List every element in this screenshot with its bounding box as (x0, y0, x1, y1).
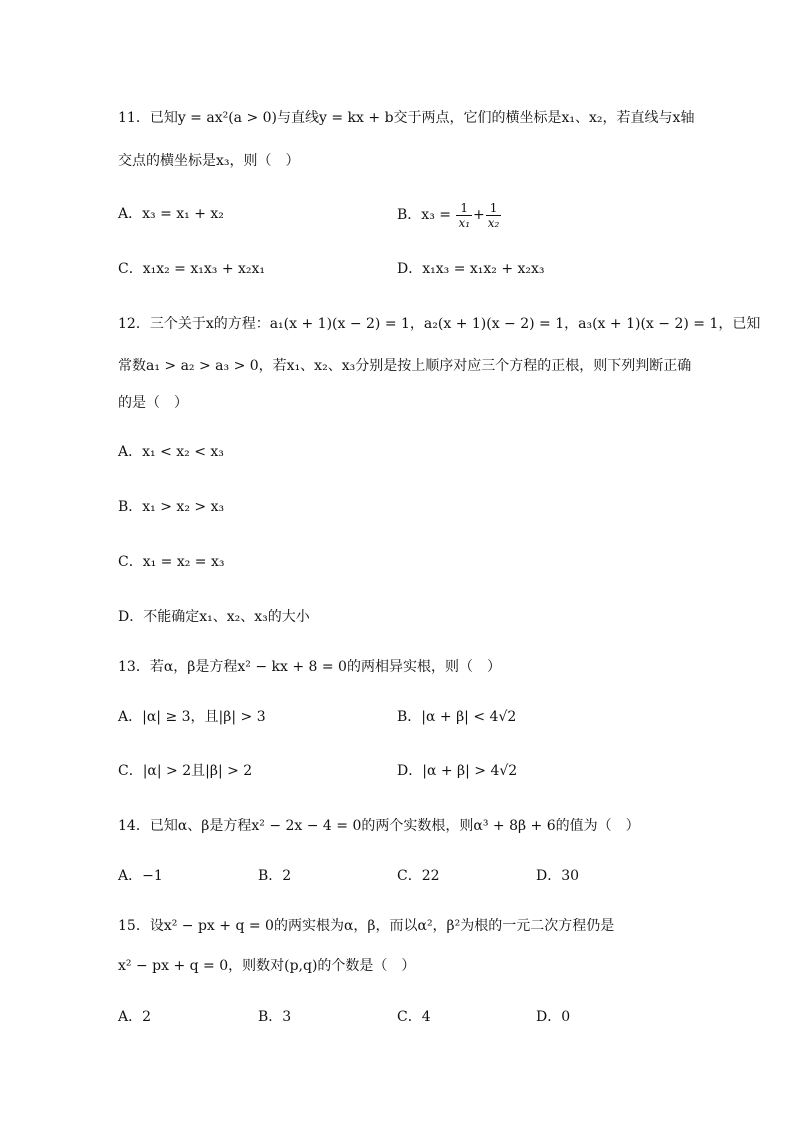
q11-option-d[interactable]: D．x₁x₃ = x₁x₂ + x₂x₃ (397, 261, 545, 277)
q14-stem-line1: 14．已知α、β是方程x² − 2x − 4 = 0的两个实数根，则α³ + 8β + 6的值为（ ） (118, 818, 640, 834)
q15-stem-line2: x² − px + q = 0，则数对(p,q)的个数是（ ） (118, 958, 416, 974)
q14-option-b[interactable]: B．2 (258, 868, 292, 884)
frac1-den: x₁ (458, 215, 471, 230)
q13-option-b[interactable]: B．|α + β| < 4√2 (397, 709, 517, 725)
q15-option-a[interactable]: A．2 (118, 1009, 152, 1025)
q13-option-c[interactable]: C．|α| > 2且|β| > 2 (118, 763, 253, 779)
q13-option-a[interactable]: A．|α| ≥ 3，且|β| > 3 (118, 709, 266, 725)
q12-option-c[interactable]: C．x₁ = x₂ = x₃ (118, 554, 225, 570)
q11-option-b-frac2 (486, 201, 502, 230)
q11-stem-line2: 交点的横坐标是x₃，则（ ） (118, 153, 300, 169)
q11-option-b-prefix: B． (397, 207, 422, 223)
frac2-num: 1 (486, 201, 502, 216)
q15-stem-line1: 15．设x² − px + q = 0的两实根为α，β，而以α²，β²为根的一元二次方程仍是 (118, 918, 615, 934)
frac2-den: x₂ (487, 215, 500, 230)
q12-option-a[interactable]: A．x₁ < x₂ < x₃ (118, 444, 224, 460)
frac1-num: 1 (456, 201, 472, 216)
q11-option-b-lhs: x₃ = (421, 207, 451, 223)
q14-option-a[interactable]: A．−1 (118, 868, 163, 884)
q12-option-d[interactable]: D．不能确定x₁、x₂、x₃的大小 (118, 609, 310, 625)
q12-option-b[interactable]: B．x₁ > x₂ > x₃ (118, 499, 225, 515)
q13-stem-line1: 13．若α，β是方程x² − kx + 8 = 0的两相异实根，则（ ） (118, 659, 501, 675)
q11-option-b-frac1 (456, 201, 472, 230)
q15-option-c[interactable]: C．4 (397, 1009, 431, 1025)
q11-option-c[interactable]: C．x₁x₂ = x₁x₃ + x₂x₁ (118, 261, 266, 277)
q12-stem-line2: 常数a₁ > a₂ > a₃ > 0，若x₁、x₂、x₃分别是按上顺序对应三个方程的正根，则下列判断正确 (118, 358, 692, 374)
q11-option-b[interactable]: B．x₃ = $\frac{1}{\text{x₁}}$ + $\frac{1}{\text{x₂}}$ (397, 200, 500, 230)
q12-stem-line3: 的是（ ） (118, 395, 188, 411)
q14-option-d[interactable]: D．30 (536, 868, 580, 884)
q15-option-b[interactable]: B．3 (258, 1009, 292, 1025)
q11-option-a[interactable]: A．x₃ = x₁ + x₂ (118, 206, 224, 222)
q15-option-d[interactable]: D．0 (536, 1009, 571, 1025)
q14-option-c[interactable]: C．22 (397, 868, 440, 884)
q12-stem-line1: 12．三个关于x的方程：a₁(x + 1)(x − 2) = 1，a₂(x + 1)(x − 2) = 1，a₃(x + 1)(x − 2) = 1，已知 (118, 316, 761, 332)
q11-stem-line1: 11．已知y = ax²(a > 0)与直线y = kx + b交于两点，它们的横坐标是x₁、x₂，若直线与x轴 (118, 110, 695, 126)
q13-option-d[interactable]: D．|α + β| > 4√2 (397, 763, 518, 779)
